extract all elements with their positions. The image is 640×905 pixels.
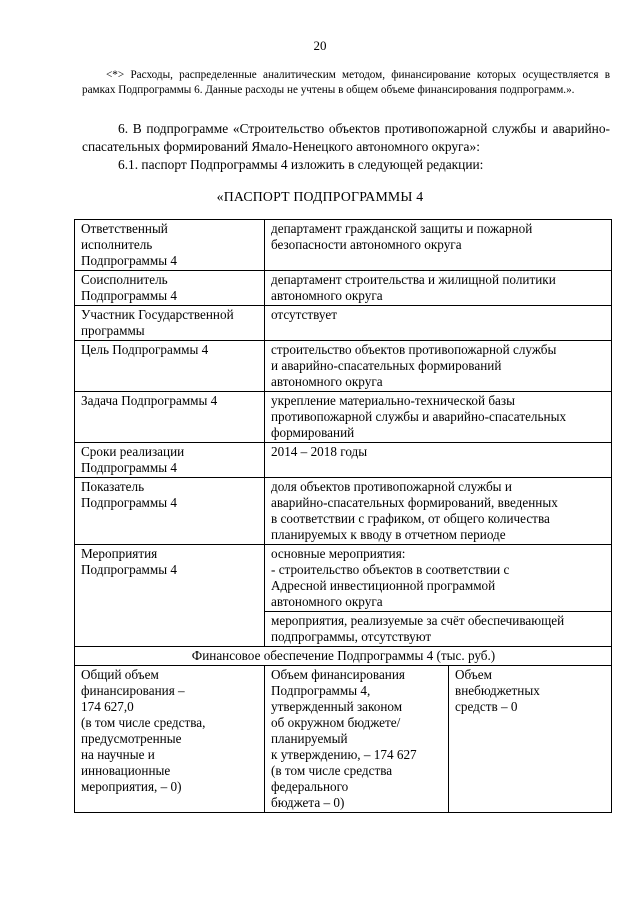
measures-label-line: Подпрограммы 4	[81, 562, 177, 577]
passport-row-label-line: Ответственный	[81, 221, 168, 236]
passport-row-value-line: департамент гражданской защиты и пожарной	[271, 221, 533, 236]
passport-row	[75, 341, 612, 392]
passport-row-value-line: департамент строительства и жилищной политики	[271, 272, 556, 287]
passport-row-value-line: и аварийно-спасательных формирований	[271, 358, 502, 373]
passport-row-value-line: доля объектов противопожарной службы и	[271, 479, 512, 494]
paragraph-subprogram-change: 6. В подпрограмме «Строительство объектов противопожарной службы и аварийно-спасательных формирований Ямало-Ненецкого автономного округа»:	[82, 121, 610, 154]
financing-total-line: мероприятия, – 0)	[81, 779, 182, 794]
passport-row-value-line: укрепление материально-технической базы	[271, 393, 515, 408]
financing-budget-line: планируемый	[271, 731, 348, 746]
passport-row-label-line: Показатель	[81, 479, 145, 494]
financing-total-line: предусмотренные	[81, 731, 182, 746]
financing-header: Финансовое обеспечение Подпрограммы 4 (тыс. руб.)	[75, 647, 612, 666]
passport-row-value-line: аварийно-спасательных формирований, введенных	[271, 495, 558, 510]
passport-row-value-line: автономного округа	[271, 288, 383, 303]
financing-budget-line: Объем финансирования	[271, 667, 405, 682]
passport-row	[75, 443, 612, 478]
financing-budget-line: федерального	[271, 779, 349, 794]
passport-row-label	[75, 443, 265, 478]
passport-row-value	[265, 392, 612, 443]
passport-row-label-line: Подпрограммы 4	[81, 495, 177, 510]
passport-row-value-line: планируемых к вводу в отчетном периоде	[271, 527, 506, 542]
passport-row-label-line: Задача Подпрограммы 4	[81, 393, 218, 408]
passport-row-value-line: безопасности автономного округа	[271, 237, 462, 252]
financing-header-row	[75, 647, 612, 666]
passport-row-value	[265, 443, 612, 478]
page-number: 20	[313, 38, 327, 53]
financing-extrabudget-line: внебюджетных	[455, 683, 540, 698]
measures-main-line: - строительство объектов в соответствии с	[271, 562, 510, 577]
passport-row	[75, 478, 612, 545]
financing-budget-line: Подпрограммы 4,	[271, 683, 371, 698]
passport-row-label-line: Участник Государственной	[81, 307, 234, 322]
passport-row-label	[75, 271, 265, 306]
financing-row	[75, 666, 612, 813]
financing-total-line: финансирования –	[81, 683, 185, 698]
financing-total-line: Общий объем	[81, 667, 159, 682]
measures-label-line: Мероприятия	[81, 546, 158, 561]
passport-row-value	[265, 220, 612, 271]
passport-row	[75, 306, 612, 341]
passport-row-label-line: программы	[81, 323, 145, 338]
passport-title: «ПАСПОРТ ПОДПРОГРАММЫ 4	[216, 189, 424, 204]
passport-row-value	[265, 341, 612, 392]
financing-total	[75, 666, 265, 813]
financing-extrabudget-line: Объем	[455, 667, 492, 682]
financing-budget	[265, 666, 449, 813]
financing-budget-line: (в том числе средства	[271, 763, 393, 778]
financing-total-line: 174 627,0	[81, 699, 134, 714]
financing-total-line: (в том числе средства,	[81, 715, 206, 730]
financing-budget-line: утвержденный законом	[271, 699, 403, 714]
passport-row-value	[265, 306, 612, 341]
measures-support-line: подпрограммы, отсутствуют	[271, 629, 432, 644]
measures-main-line: автономного округа	[271, 594, 383, 609]
paragraph-passport-edit: 6.1. паспорт Подпрограммы 4 изложить в следующей редакции:	[118, 157, 484, 172]
passport-row-value-line: в соответствии с графиком, от общего количества	[271, 511, 550, 526]
passport-row-label	[75, 478, 265, 545]
financing-extrabudget-line: средств – 0	[455, 699, 518, 714]
measures-main	[265, 545, 612, 612]
passport-row	[75, 271, 612, 306]
passport-row-value-line: автономного округа	[271, 374, 383, 389]
passport-row-value-line: отсутствует	[271, 307, 337, 322]
measures-main-line: Адресной инвестиционной программой	[271, 578, 496, 593]
passport-row-label	[75, 392, 265, 443]
passport-row-label-line: Подпрограммы 4	[81, 288, 177, 303]
measures-support	[265, 612, 612, 647]
passport-row-value	[265, 478, 612, 545]
passport-row	[75, 220, 612, 271]
passport-row-value-line: формирований	[271, 425, 355, 440]
measures-label	[75, 545, 265, 647]
passport-row-label-line: Соисполнитель	[81, 272, 168, 287]
passport-row-value	[265, 271, 612, 306]
measures-main-line: основные мероприятия:	[271, 546, 406, 561]
passport-table	[74, 219, 612, 813]
passport-row-value-line: строительство объектов противопожарной службы	[271, 342, 557, 357]
passport-row-label	[75, 220, 265, 271]
passport-row-label-line: Цель Подпрограммы 4	[81, 342, 209, 357]
financing-extrabudget	[449, 666, 612, 813]
passport-row-measures	[75, 545, 612, 612]
passport-row-value-line: 2014 – 2018 годы	[271, 444, 368, 459]
passport-row-label-line: Сроки реализации	[81, 444, 185, 459]
passport-row-value-line: противопожарной службы и аварийно-спасательных	[271, 409, 567, 424]
measures-support-line: мероприятия, реализуемые за счёт обеспечивающей	[271, 613, 565, 628]
footnote: <*> Расходы, распределенные аналитическим методом, финансирование которых осуществляется в рамках Подпрограммы 6. Данные расходы не учтены в общем объеме финансирования подпрограмм.».	[82, 69, 610, 96]
passport-row	[75, 392, 612, 443]
passport-row-label-line: Подпрограммы 4	[81, 253, 177, 268]
financing-total-line: на научные и	[81, 747, 155, 762]
financing-budget-line: об окружном бюджете/	[271, 715, 401, 730]
financing-budget-line: к утверждению, – 174 627	[271, 747, 417, 762]
passport-table-body	[75, 220, 612, 813]
financing-total-line: инновационные	[81, 763, 171, 778]
passport-row-label	[75, 341, 265, 392]
passport-row-label-line: Подпрограммы 4	[81, 460, 177, 475]
financing-budget-line: бюджета – 0)	[271, 795, 345, 810]
passport-row-label	[75, 306, 265, 341]
passport-row-label-line: исполнитель	[81, 237, 153, 252]
